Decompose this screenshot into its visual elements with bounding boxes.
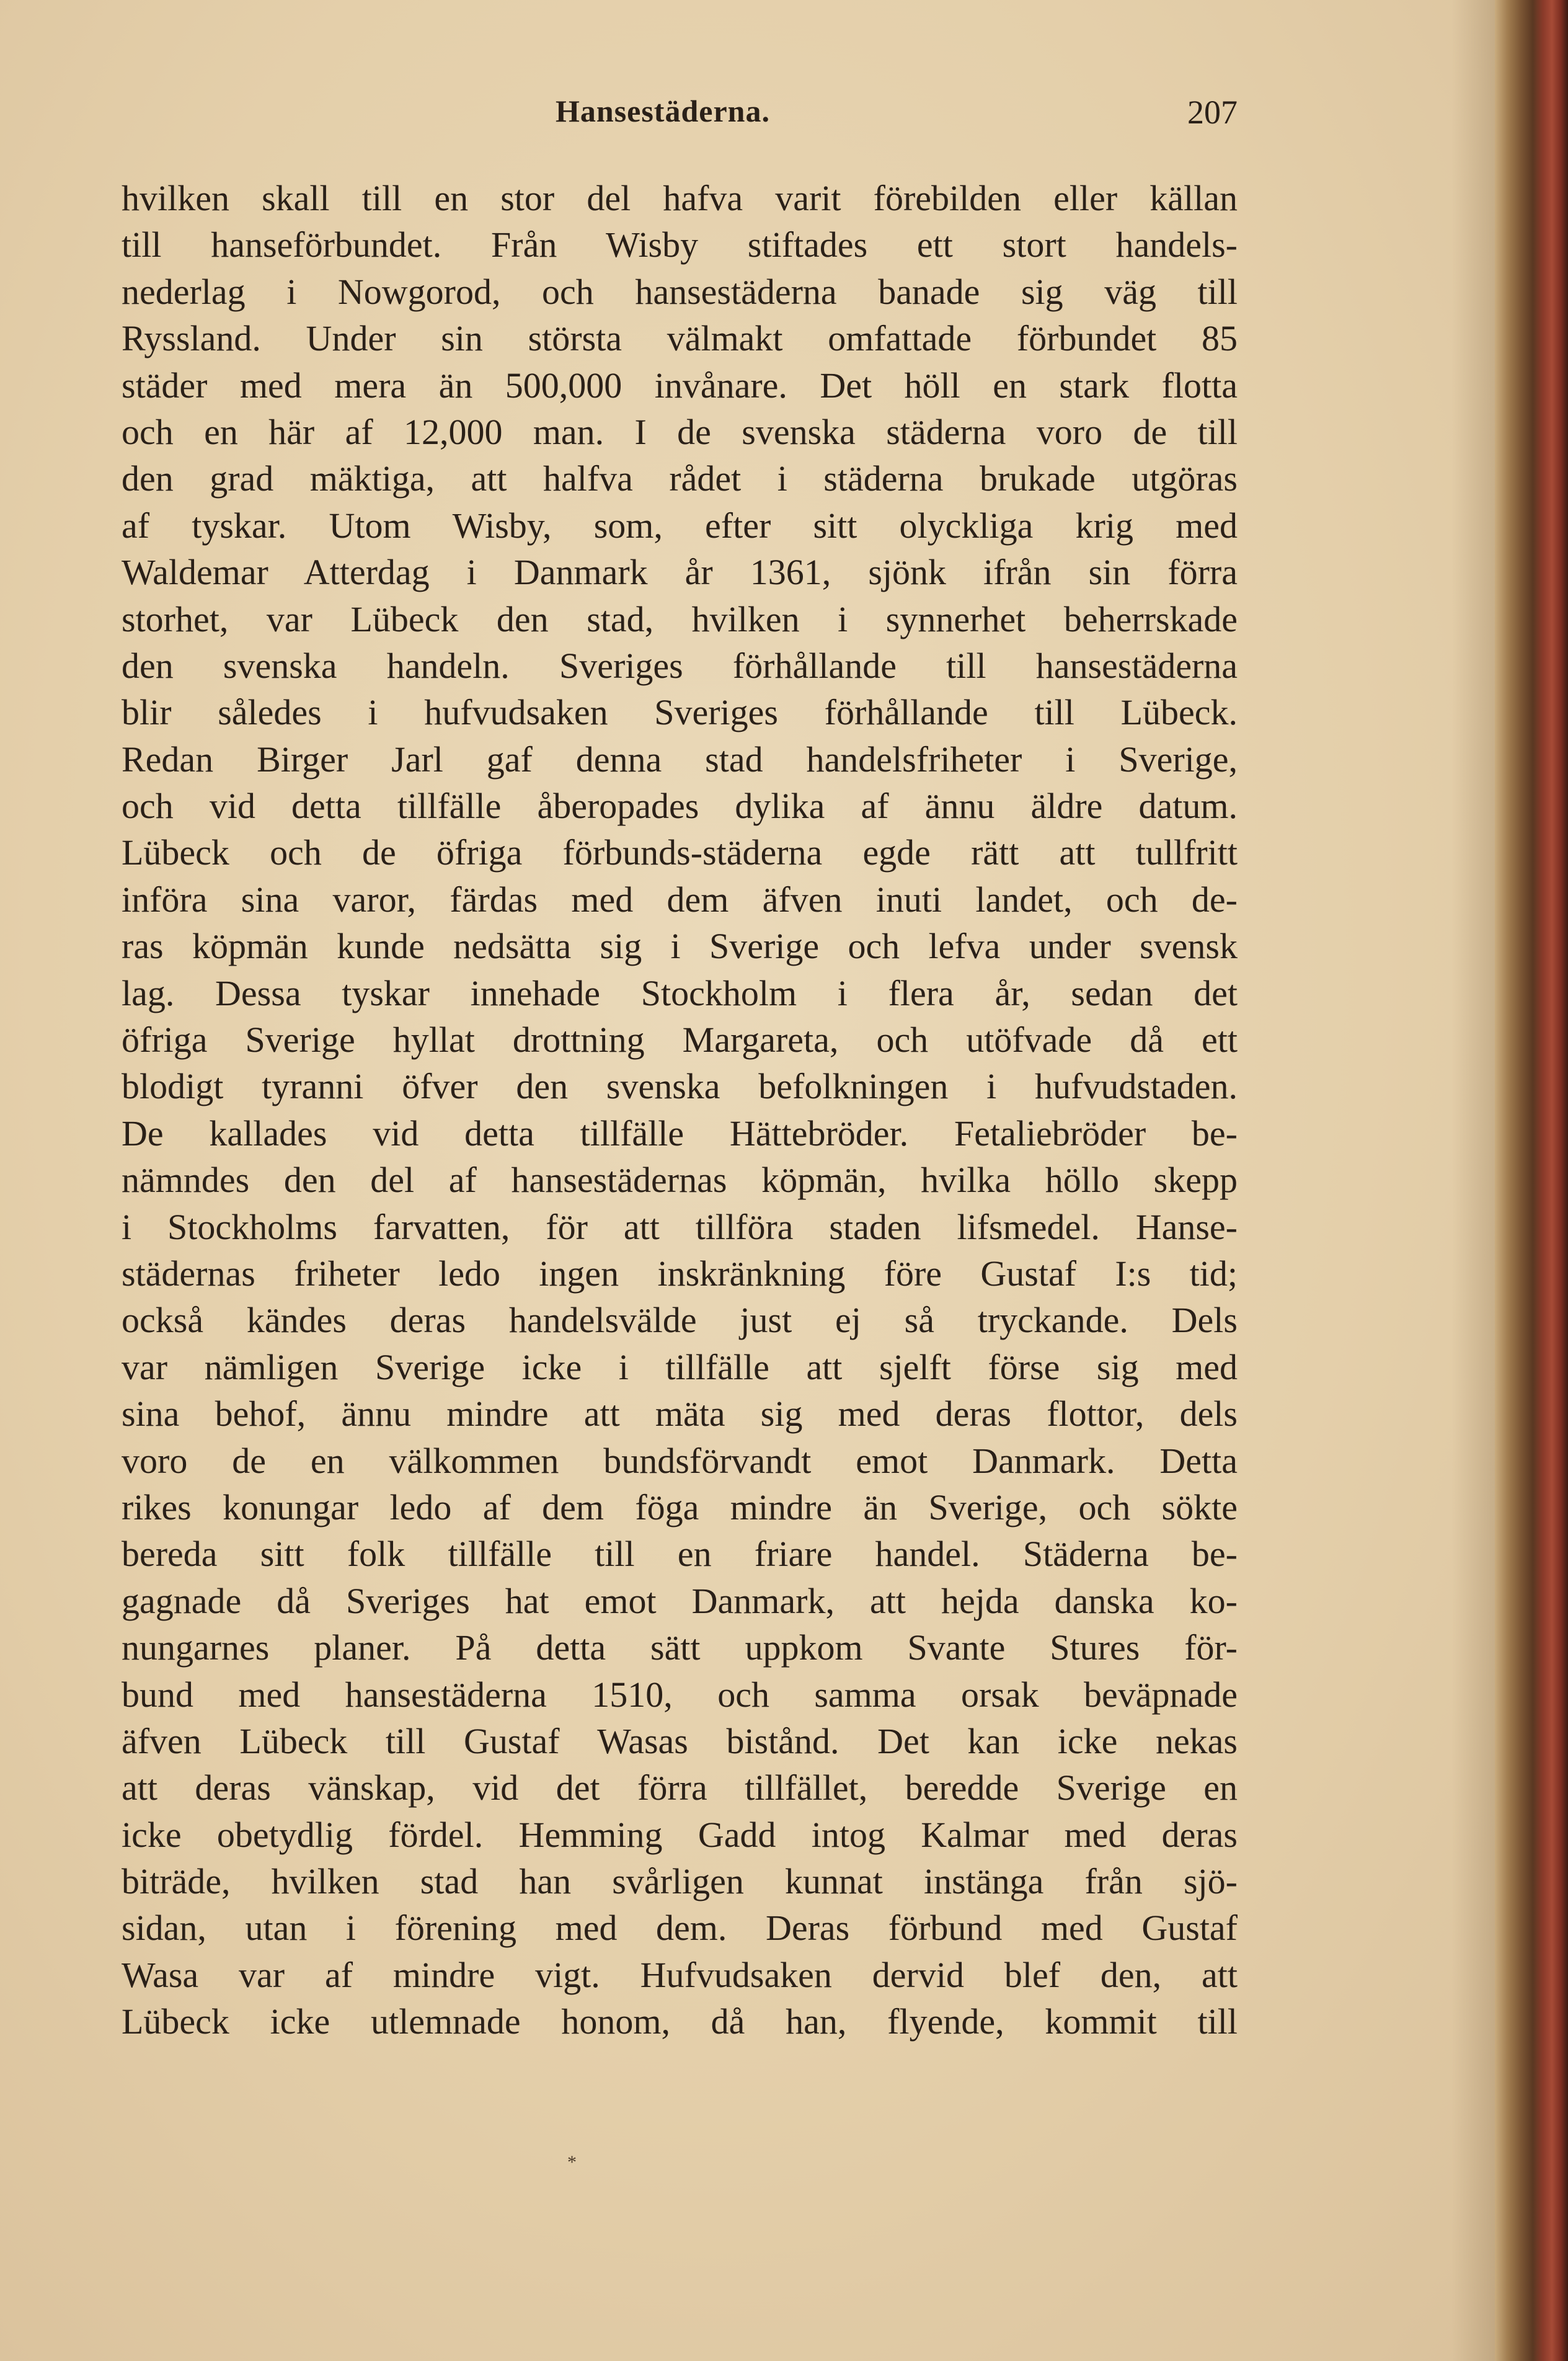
text-line: biträde, hvilken stad han svårligen kunnat instänga från sjö- <box>122 1861 1238 1902</box>
page-gutter-shadow <box>1451 0 1495 2361</box>
text-line: sina behof, ännu mindre att mäta sig med deras flottor, dels <box>122 1394 1238 1434</box>
text-line: och vid detta tillfälle åberopades dylika af ännu äldre datum. <box>122 786 1238 827</box>
text-line: bund med hansestäderna 1510, och samma orsak beväpnade <box>122 1674 1238 1715</box>
text-line: städernas friheter ledo ingen inskränkning före Gustaf I:s tid; <box>122 1253 1238 1294</box>
text-line: också kändes deras handelsvälde just ej så tryckande. Dels <box>122 1300 1238 1341</box>
text-line: Wasa var af mindre vigt. Hufvudsaken dervid blef den, att <box>122 1954 1238 1995</box>
text-line: den svenska handeln. Sveriges förhållande till hansestäderna <box>122 645 1238 686</box>
text-line: var nämligen Sverige icke i tillfälle att sjelft förse sig med <box>122 1346 1238 1387</box>
text-line: och en här af 12,000 man. I de svenska städerna voro de till <box>122 411 1238 452</box>
text-line: äfven Lübeck till Gustaf Wasas bistånd. Det kan icke nekas <box>122 1720 1238 1761</box>
footer-mark: * <box>567 2152 577 2172</box>
text-line: Ryssland. Under sin största välmakt omfattade förbundet 85 <box>122 318 1238 359</box>
text-line: att deras vänskap, vid det förra tillfället, beredde Sverige en <box>122 1767 1238 1808</box>
text-line: blodigt tyranni öfver den svenska befolkningen i hufvudstaden. <box>122 1066 1238 1107</box>
text-line: Lübeck och de öfriga förbunds-städerna egde rätt att tullfritt <box>122 832 1238 873</box>
text-line: den grad mäktiga, att halfva rådet i städerna brukade utgöras <box>122 458 1238 499</box>
running-title: Hansestäderna. <box>556 94 770 128</box>
text-line: införa sina varor, färdas med dem äfven inuti landet, och de- <box>122 879 1238 920</box>
text-line: Waldemar Atterdag i Danmark år 1361, sjönk ifrån sin förra <box>122 552 1238 593</box>
text-line: blir således i hufvudsaken Sveriges förhållande till Lübeck. <box>122 692 1238 733</box>
text-line: voro de en välkommen bundsförvandt emot Danmark. Detta <box>122 1440 1238 1481</box>
text-line: rikes konungar ledo af dem föga mindre än Sverige, och sökte <box>122 1487 1238 1527</box>
page-header <box>122 93 1238 149</box>
text-line: ras köpmän kunde nedsätta sig i Sverige och lefva under svensk <box>122 926 1238 967</box>
text-line: nederlag i Nowgorod, och hansestäderna banade sig väg till <box>122 271 1238 312</box>
text-line: af tyskar. Utom Wisby, som, efter sitt olyckliga krig med <box>122 505 1238 546</box>
text-line: De kallades vid detta tillfälle Hättebröder. Fetaliebröder be- <box>122 1113 1238 1154</box>
text-line: Redan Birger Jarl gaf denna stad handelsfriheter i Sverige, <box>122 739 1238 780</box>
text-line: lag. Dessa tyskar innehade Stockholm i flera år, sedan det <box>122 972 1238 1013</box>
text-line: Lübeck icke utlemnade honom, då han, flyende, kommit till <box>122 2001 1238 2042</box>
text-line: bereda sitt folk tillfälle till en friare handel. Städerna be- <box>122 1534 1238 1575</box>
text-line: nungarnes planer. På detta sätt uppkom Svante Stures för- <box>122 1627 1238 1668</box>
book-edge <box>1495 0 1568 2361</box>
text-line: gagnade då Sveriges hat emot Danmark, att hejda danska ko- <box>122 1580 1238 1621</box>
text-line: storhet, var Lübeck den stad, hvilken i synnerhet beherrskade <box>122 598 1238 639</box>
text-line: öfriga Sverige hyllat drottning Margareta, och utöfvade då ett <box>122 1020 1238 1060</box>
body-text <box>122 175 1238 2045</box>
text-line: till hanseförbundet. Från Wisby stiftades ett stort handels- <box>122 225 1238 265</box>
page-number: 207 <box>1187 94 1238 131</box>
text-line: sidan, utan i förening med dem. Deras förbund med Gustaf <box>122 1908 1238 1949</box>
text-line: städer med mera än 500,000 invånare. Det höll en stark flotta <box>122 365 1238 406</box>
text-line: nämndes den del af hansestädernas köpmän, hvilka höllo skepp <box>122 1160 1238 1201</box>
text-line: hvilken skall till en stor del hafva varit förebilden eller källan <box>122 178 1238 218</box>
text-line: icke obetydlig fördel. Hemming Gadd intog Kalmar med deras <box>122 1814 1238 1855</box>
text-line: i Stockholms farvatten, för att tillföra staden lifsmedel. Hanse- <box>122 1206 1238 1247</box>
